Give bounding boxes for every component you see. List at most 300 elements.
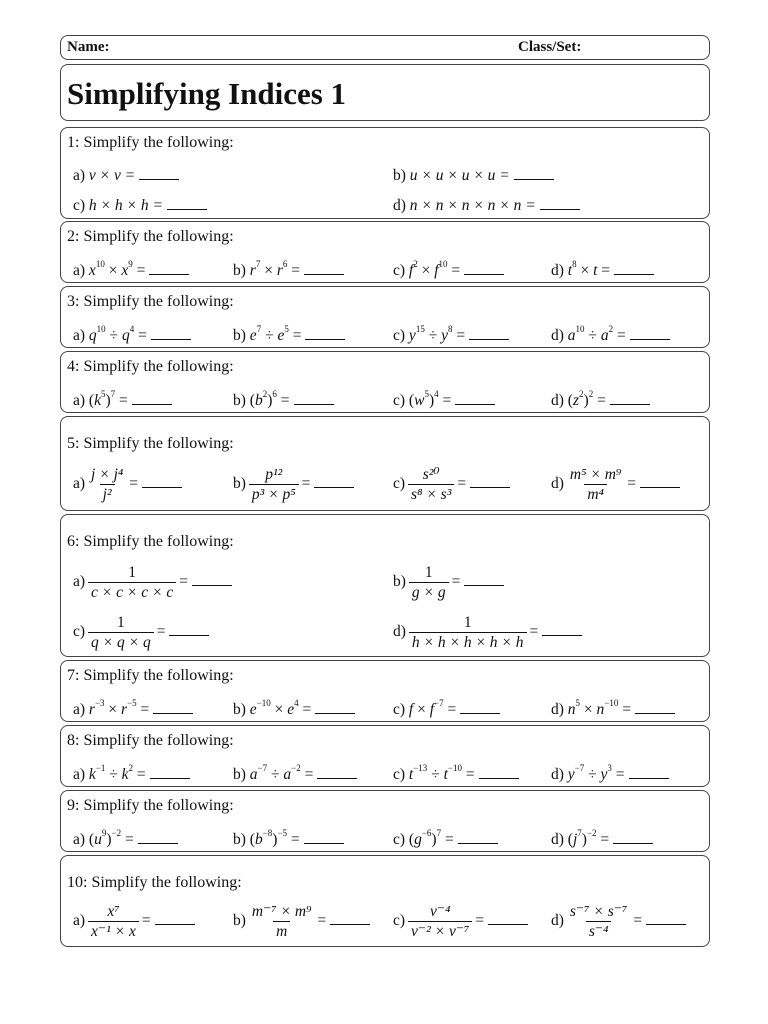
equals-sign: = bbox=[441, 831, 454, 848]
paren: ( bbox=[88, 392, 95, 409]
q5-a bbox=[73, 467, 182, 502]
paren: ) bbox=[106, 831, 112, 848]
question-7-box bbox=[60, 660, 710, 722]
q4-b bbox=[233, 389, 334, 409]
question-7-heading: 7: Simplify the following: bbox=[67, 667, 234, 684]
exponent: 2 bbox=[579, 389, 584, 399]
q1-b-label: b) bbox=[393, 167, 406, 184]
exponent: 9 bbox=[101, 828, 107, 838]
answer-blank[interactable] bbox=[155, 923, 195, 925]
operator: × bbox=[576, 262, 594, 279]
equals-sign: = bbox=[179, 573, 188, 591]
paren: ( bbox=[408, 392, 415, 409]
item-label: d) bbox=[551, 701, 568, 718]
base: a bbox=[249, 766, 258, 783]
exponent: −7 bbox=[434, 698, 444, 708]
q9-c bbox=[393, 828, 498, 848]
equals-sign: = bbox=[129, 475, 139, 493]
operator: ÷ bbox=[105, 327, 122, 344]
exponent: 10 bbox=[438, 259, 448, 269]
equals-sign: = bbox=[633, 912, 643, 930]
answer-blank[interactable] bbox=[464, 273, 504, 275]
item-label: a) bbox=[73, 831, 89, 848]
answer-blank[interactable] bbox=[169, 634, 209, 636]
exponent: 15 bbox=[415, 324, 425, 334]
q1-c-expr: h × h × h = bbox=[88, 197, 163, 214]
operator: ÷ bbox=[427, 766, 444, 783]
answer-blank[interactable] bbox=[149, 273, 189, 275]
answer-blank[interactable] bbox=[613, 842, 653, 844]
name-label: Name: bbox=[67, 39, 110, 55]
item-label: a) bbox=[73, 701, 89, 718]
question-6-heading: 6: Simplify the following: bbox=[67, 533, 234, 550]
answer-blank[interactable] bbox=[315, 712, 355, 714]
denominator: g × g bbox=[409, 582, 449, 601]
operator: × bbox=[270, 701, 288, 718]
base: n bbox=[567, 701, 576, 718]
answer-blank[interactable] bbox=[464, 584, 504, 586]
exponent: −3 bbox=[94, 698, 105, 708]
item-label: d) bbox=[551, 475, 564, 493]
answer-blank[interactable] bbox=[314, 486, 354, 488]
item-label: c) bbox=[393, 475, 406, 493]
q10-b bbox=[233, 904, 370, 939]
exponent: 4 bbox=[129, 324, 135, 334]
item-label: b) bbox=[233, 766, 250, 783]
base: r bbox=[276, 262, 283, 279]
q8-a bbox=[73, 763, 190, 783]
exponent: 2 bbox=[128, 763, 134, 773]
numerator: v⁻⁴ bbox=[430, 903, 451, 920]
exponent: 7 bbox=[436, 828, 442, 838]
equals-sign: = bbox=[452, 327, 466, 344]
denominator: v⁻² × v⁻⁷ bbox=[408, 921, 472, 940]
denominator: p³ × p⁵ bbox=[249, 484, 299, 503]
paren: ( bbox=[88, 831, 95, 848]
equals-sign: = bbox=[156, 623, 166, 641]
item-label: b) bbox=[233, 912, 246, 930]
numerator: m⁵ × m⁹ bbox=[569, 466, 622, 483]
base: r bbox=[88, 701, 95, 718]
denominator: s⁻⁴ bbox=[586, 921, 612, 940]
denominator: s⁸ × s³ bbox=[408, 484, 454, 503]
paren: ) bbox=[581, 831, 587, 848]
answer-blank[interactable] bbox=[458, 842, 498, 844]
answer-blank[interactable] bbox=[479, 777, 519, 779]
answer-blank[interactable] bbox=[139, 178, 179, 180]
equals-sign: = bbox=[301, 475, 311, 493]
denominator: c × c × c × c bbox=[88, 582, 176, 601]
q7-c bbox=[393, 698, 500, 718]
exponent: 5 bbox=[284, 324, 289, 334]
q5-c bbox=[393, 467, 510, 502]
base: q bbox=[88, 327, 97, 344]
base: f bbox=[429, 701, 435, 718]
exponent: −8 bbox=[262, 828, 273, 838]
item-label: d) bbox=[551, 262, 568, 279]
item-label: b) bbox=[393, 573, 406, 591]
exponent: −7 bbox=[257, 763, 268, 773]
q2-d bbox=[551, 259, 654, 279]
item-label: a) bbox=[73, 766, 89, 783]
exponent: −2 bbox=[111, 828, 122, 838]
q10-a bbox=[73, 904, 195, 939]
denominator: h × h × h × h × h bbox=[409, 632, 527, 651]
base: f bbox=[408, 701, 414, 718]
q1-c bbox=[73, 198, 207, 214]
numerator: 1 bbox=[463, 614, 472, 631]
equals-sign: = bbox=[133, 766, 146, 783]
equals-sign: = bbox=[141, 912, 151, 930]
page-title: Simplifying Indices 1 bbox=[67, 76, 347, 111]
fraction bbox=[408, 904, 472, 939]
q9-b bbox=[233, 828, 344, 848]
answer-blank[interactable] bbox=[167, 208, 207, 210]
q1-a-label: a) bbox=[73, 167, 86, 184]
item-label: c) bbox=[393, 701, 409, 718]
answer-blank[interactable] bbox=[610, 403, 650, 405]
q5-b bbox=[233, 467, 354, 502]
answer-blank[interactable] bbox=[304, 842, 344, 844]
exponent: 7 bbox=[577, 828, 582, 838]
question-4-heading: 4: Simplify the following: bbox=[67, 358, 234, 375]
equals-sign: = bbox=[475, 912, 485, 930]
q2-b bbox=[233, 259, 344, 279]
q1-b-expr: u × u × u × u = bbox=[409, 167, 510, 184]
base: j bbox=[572, 831, 578, 848]
exponent: 10 bbox=[96, 324, 106, 334]
item-label: a) bbox=[73, 262, 89, 279]
q3-a bbox=[73, 324, 191, 344]
answer-blank[interactable] bbox=[514, 178, 554, 180]
base: y bbox=[567, 766, 575, 783]
q6-d bbox=[393, 615, 582, 650]
q7-b bbox=[233, 698, 355, 718]
equals-sign: = bbox=[115, 392, 128, 409]
q3-d bbox=[551, 324, 670, 344]
paren: ( bbox=[249, 831, 255, 848]
q3-b bbox=[233, 324, 345, 344]
q6-b bbox=[393, 565, 504, 600]
answer-blank[interactable] bbox=[455, 403, 495, 405]
q1-a bbox=[73, 168, 179, 184]
exponent: 5 bbox=[424, 389, 429, 399]
q6-c bbox=[73, 615, 209, 650]
question-1-box bbox=[60, 127, 710, 219]
fraction bbox=[249, 467, 299, 502]
denominator: q × q × q bbox=[88, 632, 154, 651]
numerator: x⁷ bbox=[107, 903, 120, 920]
equals-sign: = bbox=[298, 701, 312, 718]
numerator: s²⁰ bbox=[422, 466, 440, 483]
operator: ÷ bbox=[584, 327, 601, 344]
operator: ÷ bbox=[267, 766, 284, 783]
equals-sign: = bbox=[276, 392, 290, 409]
equals-sign: = bbox=[627, 475, 637, 493]
exponent: 8 bbox=[447, 324, 453, 334]
q3-c bbox=[393, 324, 509, 344]
numerator: m⁻⁷ × m⁹ bbox=[251, 903, 312, 920]
fraction bbox=[409, 565, 449, 600]
exponent: 4 bbox=[294, 698, 299, 708]
numerator: 1 bbox=[128, 564, 136, 581]
exponent: 2 bbox=[588, 389, 594, 399]
exponent: 9 bbox=[128, 259, 133, 269]
paren: ) bbox=[428, 392, 435, 409]
base: u bbox=[94, 831, 102, 848]
base: t bbox=[567, 262, 573, 279]
fraction bbox=[88, 615, 154, 650]
operator: × bbox=[413, 701, 430, 718]
paren: ( bbox=[567, 392, 573, 409]
fraction bbox=[408, 467, 454, 502]
equals-sign: = bbox=[611, 766, 625, 783]
class-label: Class/Set: bbox=[518, 39, 582, 55]
answer-blank[interactable] bbox=[304, 273, 344, 275]
exponent: 2 bbox=[608, 324, 614, 334]
q4-d bbox=[551, 389, 650, 409]
exponent: 7 bbox=[256, 324, 262, 334]
answer-blank[interactable] bbox=[132, 403, 172, 405]
equals-sign: = bbox=[136, 701, 150, 718]
answer-blank[interactable] bbox=[192, 584, 232, 586]
q10-c bbox=[393, 904, 528, 939]
q6-a bbox=[73, 565, 232, 600]
operator: × bbox=[104, 262, 122, 279]
paren: ) bbox=[105, 392, 111, 409]
base: n bbox=[596, 701, 605, 718]
equals-sign: = bbox=[457, 475, 467, 493]
fraction bbox=[567, 904, 630, 939]
answer-blank[interactable] bbox=[614, 273, 654, 275]
fraction bbox=[249, 904, 315, 939]
q9-a bbox=[73, 828, 178, 848]
base: a bbox=[600, 327, 609, 344]
answer-blank[interactable] bbox=[294, 403, 334, 405]
question-10-heading: 10: Simplify the following: bbox=[67, 874, 242, 891]
item-label: b) bbox=[233, 392, 250, 409]
q10-d bbox=[551, 904, 686, 939]
base: r bbox=[249, 262, 256, 279]
q1-a-expr: v × v = bbox=[88, 167, 136, 184]
equals-sign: = bbox=[613, 327, 626, 344]
question-2-box bbox=[60, 221, 710, 283]
exponent: 5 bbox=[575, 698, 581, 708]
item-label: a) bbox=[73, 573, 86, 591]
answer-blank[interactable] bbox=[138, 842, 178, 844]
item-label: d) bbox=[551, 327, 568, 344]
exponent: 10 bbox=[95, 259, 105, 269]
question-9-box bbox=[60, 790, 710, 852]
answer-blank[interactable] bbox=[646, 923, 686, 925]
q5-d bbox=[551, 467, 680, 502]
item-label: d) bbox=[393, 623, 406, 641]
equals-sign: = bbox=[461, 766, 475, 783]
item-label: a) bbox=[73, 327, 89, 344]
equals-sign: = bbox=[597, 262, 611, 279]
q1-b bbox=[393, 168, 554, 184]
operator: ÷ bbox=[105, 766, 122, 783]
equals-sign: = bbox=[134, 327, 147, 344]
base: e bbox=[249, 327, 257, 344]
item-label: b) bbox=[233, 831, 250, 848]
answer-blank[interactable] bbox=[542, 634, 582, 636]
base: x bbox=[88, 262, 96, 279]
exponent: −13 bbox=[413, 763, 428, 773]
base: g bbox=[414, 831, 422, 848]
paren: ( bbox=[249, 392, 255, 409]
q8-b bbox=[233, 763, 357, 783]
base: y bbox=[600, 766, 608, 783]
base: k bbox=[121, 766, 129, 783]
question-3-box bbox=[60, 286, 710, 348]
answer-blank[interactable] bbox=[629, 777, 669, 779]
exponent: 4 bbox=[434, 389, 439, 399]
item-label: a) bbox=[73, 475, 86, 493]
operator: ÷ bbox=[584, 766, 601, 783]
base: x bbox=[121, 262, 129, 279]
exponent: −5 bbox=[277, 828, 288, 838]
q2-c bbox=[393, 259, 504, 279]
question-5-heading: 5: Simplify the following: bbox=[67, 435, 234, 452]
equals-sign: = bbox=[121, 831, 134, 848]
title-box bbox=[60, 64, 710, 121]
paren: ) bbox=[583, 392, 589, 409]
answer-blank[interactable] bbox=[151, 338, 191, 340]
exponent: −1 bbox=[95, 763, 106, 773]
answer-blank[interactable] bbox=[640, 486, 680, 488]
exponent: −7 bbox=[574, 763, 585, 773]
answer-blank[interactable] bbox=[317, 777, 357, 779]
exponent: −6 bbox=[421, 828, 432, 838]
equals-sign: = bbox=[132, 262, 146, 279]
answer-blank[interactable] bbox=[142, 486, 182, 488]
base: w bbox=[414, 392, 425, 409]
paren: ) bbox=[431, 831, 437, 848]
item-label: c) bbox=[393, 766, 409, 783]
exponent: 2 bbox=[413, 259, 418, 269]
equals-sign: = bbox=[317, 912, 327, 930]
paren: ( bbox=[567, 831, 573, 848]
base: y bbox=[408, 327, 416, 344]
exponent: −2 bbox=[291, 763, 301, 773]
item-label: b) bbox=[233, 327, 250, 344]
equals-sign: = bbox=[618, 701, 631, 718]
item-label: c) bbox=[73, 623, 86, 641]
answer-blank[interactable] bbox=[330, 923, 370, 925]
answer-blank[interactable] bbox=[305, 338, 345, 340]
answer-blank[interactable] bbox=[540, 208, 580, 210]
answer-blank[interactable] bbox=[153, 712, 193, 714]
q1-d bbox=[393, 198, 580, 214]
exponent: 2 bbox=[262, 389, 268, 399]
equals-sign: = bbox=[447, 262, 461, 279]
equals-sign: = bbox=[438, 392, 452, 409]
q1-d-label: d) bbox=[393, 197, 406, 214]
question-3-heading: 3: Simplify the following: bbox=[67, 293, 234, 310]
fraction bbox=[567, 467, 624, 502]
item-label: a) bbox=[73, 392, 89, 409]
q1-d-expr: n × n × n × n × n = bbox=[409, 197, 536, 214]
question-9-heading: 9: Simplify the following: bbox=[67, 797, 234, 814]
answer-blank[interactable] bbox=[460, 712, 500, 714]
item-label: d) bbox=[551, 831, 568, 848]
item-label: c) bbox=[393, 327, 409, 344]
answer-blank[interactable] bbox=[469, 338, 509, 340]
item-label: b) bbox=[233, 262, 250, 279]
numerator: p¹² bbox=[265, 466, 283, 483]
item-label: d) bbox=[551, 912, 564, 930]
answer-blank[interactable] bbox=[630, 338, 670, 340]
operator: ÷ bbox=[424, 327, 442, 344]
question-1-heading: 1: Simplify the following: bbox=[67, 134, 234, 151]
base: b bbox=[254, 831, 263, 848]
question-2-heading: 2: Simplify the following: bbox=[67, 228, 234, 245]
equals-sign: = bbox=[300, 766, 314, 783]
fraction bbox=[88, 565, 176, 600]
base: t bbox=[443, 766, 448, 783]
question-8-heading: 8: Simplify the following: bbox=[67, 732, 234, 749]
fraction bbox=[409, 615, 527, 650]
exponent: 7 bbox=[110, 389, 116, 399]
answer-blank[interactable] bbox=[635, 712, 675, 714]
denominator: x⁻¹ × x bbox=[88, 921, 139, 940]
item-label: c) bbox=[393, 262, 409, 279]
question-4-box bbox=[60, 351, 710, 413]
exponent: −2 bbox=[586, 828, 597, 838]
denominator: m bbox=[273, 921, 290, 940]
fraction bbox=[88, 467, 126, 502]
exponent: −5 bbox=[127, 698, 137, 708]
answer-blank[interactable] bbox=[150, 777, 190, 779]
exponent: 3 bbox=[607, 763, 612, 773]
numerator: j × j⁴ bbox=[91, 466, 124, 483]
question-8-box bbox=[60, 725, 710, 787]
question-10-box bbox=[60, 855, 710, 947]
answer-blank[interactable] bbox=[488, 923, 528, 925]
denominator: m⁴ bbox=[584, 484, 607, 503]
answer-blank[interactable] bbox=[470, 486, 510, 488]
equals-sign: = bbox=[596, 831, 610, 848]
q8-d bbox=[551, 763, 669, 783]
numerator: 1 bbox=[117, 614, 125, 631]
exponent: 10 bbox=[575, 324, 585, 334]
denominator: j² bbox=[100, 484, 115, 503]
q2-a bbox=[73, 259, 189, 279]
operator: × bbox=[417, 262, 435, 279]
base: q bbox=[121, 327, 130, 344]
numerator: s⁻⁷ × s⁻⁷ bbox=[569, 903, 628, 920]
question-5-box bbox=[60, 416, 710, 511]
exponent: −10 bbox=[256, 698, 271, 708]
question-6-box bbox=[60, 514, 710, 657]
item-label: b) bbox=[233, 475, 246, 493]
exponent: 6 bbox=[282, 259, 288, 269]
base: f bbox=[434, 262, 439, 279]
item-label: c) bbox=[393, 912, 406, 930]
operator: × bbox=[260, 262, 277, 279]
q9-d bbox=[551, 828, 653, 848]
paren: ( bbox=[408, 831, 415, 848]
q8-c bbox=[393, 763, 519, 783]
header-box bbox=[60, 35, 710, 60]
base: e bbox=[277, 327, 285, 344]
equals-sign: = bbox=[288, 327, 302, 344]
exponent: 7 bbox=[255, 259, 261, 269]
paren: ) bbox=[267, 392, 273, 409]
base: r bbox=[121, 701, 128, 718]
equals-sign: = bbox=[443, 701, 457, 718]
